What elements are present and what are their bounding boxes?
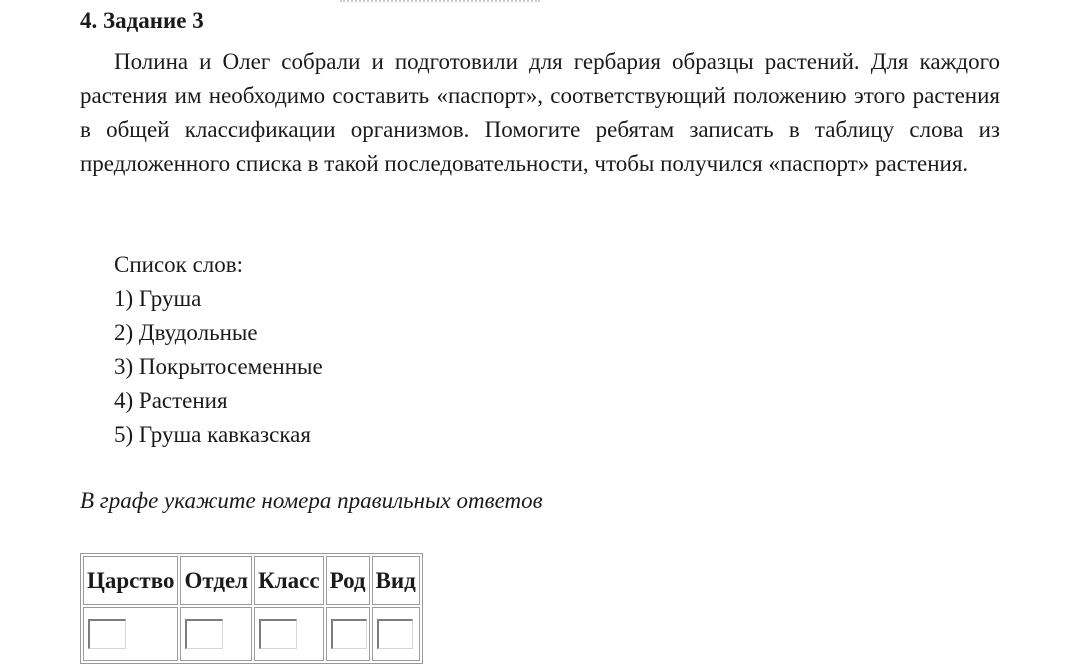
word-list-item: 1) Груша [114,286,202,311]
answer-cell-kingdom [83,607,178,661]
word-list-item: 5) Груша кавказская [114,422,311,447]
answer-cell-species [372,607,420,661]
word-list-item: 3) Покрытосеменные [114,354,323,379]
answer-input-genus[interactable] [331,619,367,649]
answer-input-division[interactable] [185,619,223,649]
answer-table-input-row [83,607,420,661]
word-list-heading: Список слов: [114,252,244,277]
column-header-class: Класс [254,556,324,605]
column-header-kingdom: Царство [83,556,178,605]
answer-table-header-row [83,556,420,605]
answer-cell-genus [326,607,370,661]
column-header-division: Отдел [180,556,252,605]
word-list [114,248,323,452]
answer-input-species[interactable] [377,619,413,649]
task-intro-paragraph: Полина и Олег собрали и подготовили для гербария образцы растений. Для каждого растения им необходимо составить «паспорт», соответствующий положению этого растения в общей классификации организмов. Помогите ребятам записать в таблицу слова из предложенного списка в такой последовательности, чтобы получился «паспорт» растения. [80,49,1000,176]
answer-table [80,553,423,664]
word-list-item: 2) Двудольные [114,320,258,345]
answer-input-kingdom[interactable] [88,619,126,649]
answer-instruction: В графе укажите номера правильных ответов [80,488,543,513]
column-header-genus: Род [326,556,370,605]
column-header-species: Вид [372,556,420,605]
answer-input-class[interactable] [259,619,297,649]
answer-cell-class [254,607,324,661]
word-list-item: 4) Растения [114,388,228,413]
answer-cell-division [180,607,252,661]
cropped-previous-content [340,0,540,2]
task-title: 4. Задание 3 [80,8,204,33]
